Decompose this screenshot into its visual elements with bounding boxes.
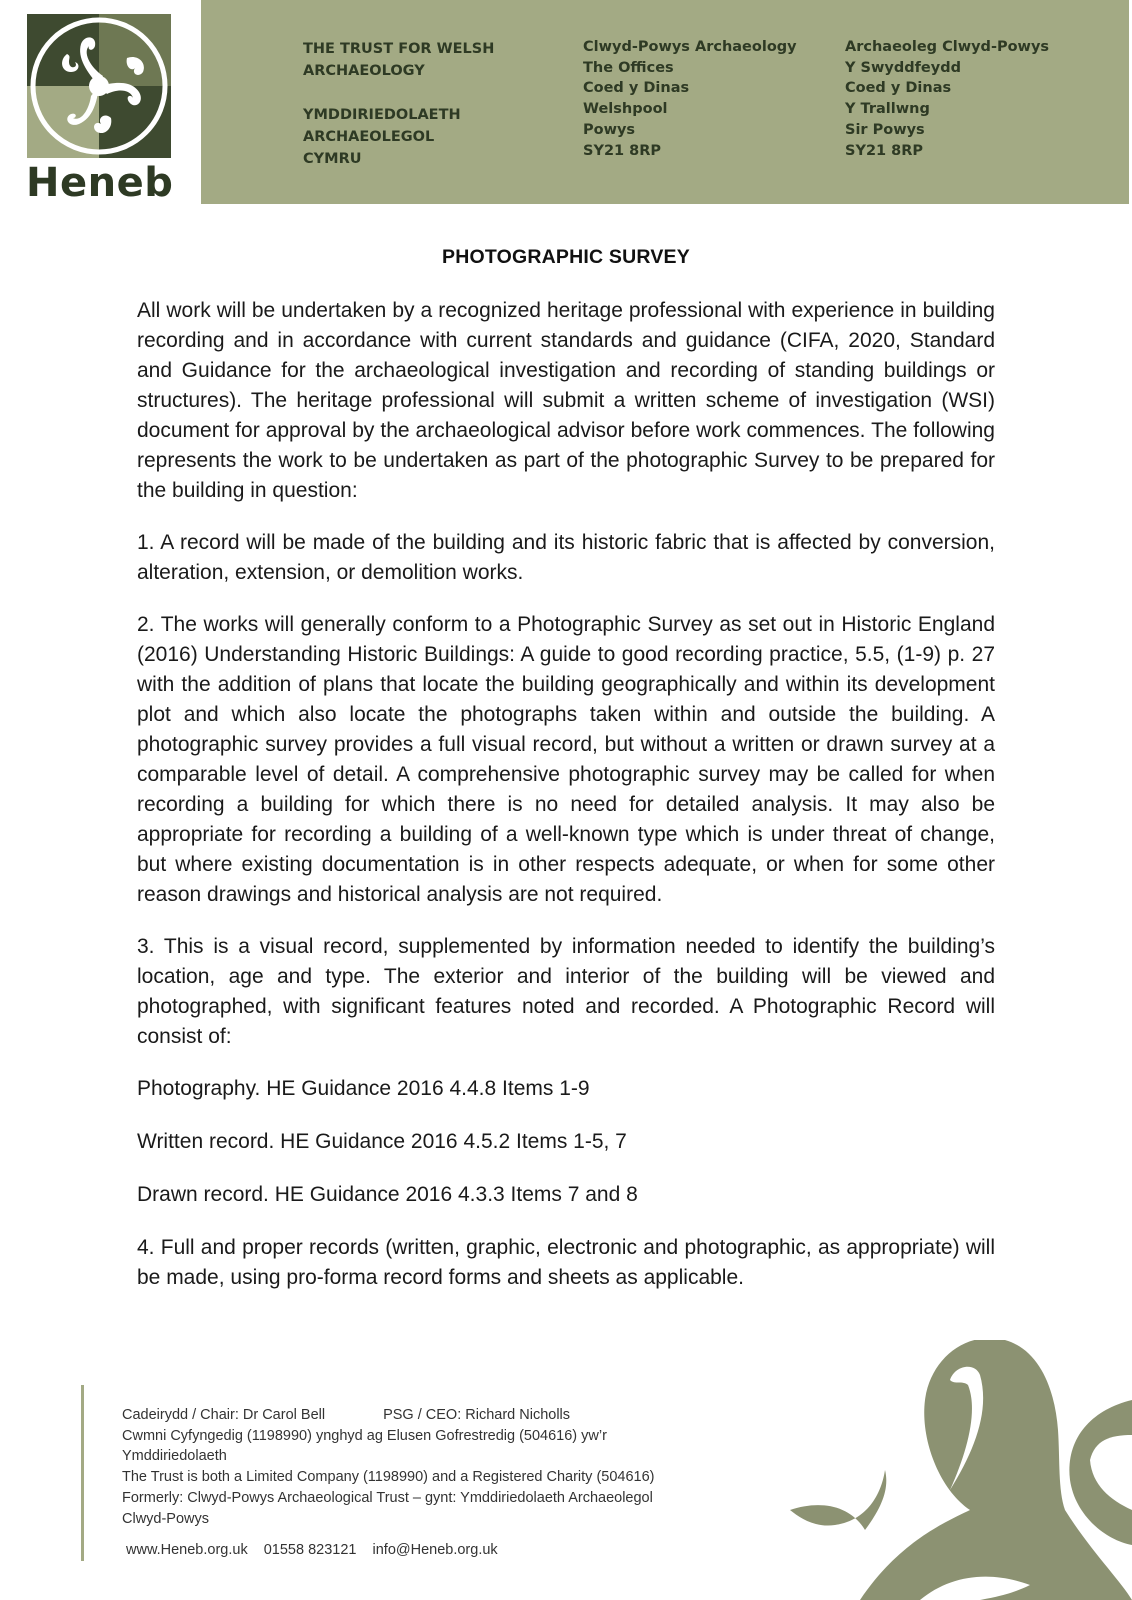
address-line: SY21 8RP: [583, 142, 662, 159]
org-name-welsh-line: ARCHAEOLEGOL: [303, 129, 435, 145]
address-line: Y Trallwng: [845, 101, 930, 118]
record-item-written: Written record. HE Guidance 2016 4.5.2 Items 1-5, 7: [137, 1130, 627, 1153]
website-link[interactable]: www.Heneb.org.uk: [126, 1542, 248, 1558]
address-line: The Offices: [583, 59, 674, 76]
letterhead-band: [201, 0, 1129, 204]
address-line: Sir Powys: [845, 121, 925, 138]
record-item-photography: Photography. HE Guidance 2016 4.4.8 Items 1-9: [137, 1077, 590, 1100]
org-name-english-line: THE TRUST FOR WELSH: [303, 41, 495, 57]
address-welsh: [845, 37, 1049, 161]
footer-ceo: PSG / CEO: Richard Nicholls: [383, 1407, 571, 1423]
address-english: [583, 37, 797, 161]
address-line: Y Swyddfeydd: [845, 59, 961, 76]
logo-wordmark: Heneb: [26, 160, 174, 206]
numbered-paragraph-2: 2. The works will generally conform to a Photographic Survey as set out in Historic England (2016) Understanding Historic Buildings: A guide to good recording practice, 5.5, (1-9) p. 27 with the addition of plans that locate the building geographically and within its development plot and which also locate the photographs taken within and outside the building. A photographic survey provides a full visual record, but without a written or drawn survey at a comparable level of detail. A comprehensive photographic survey may be called for when recording a building for which there is no need for detailed analysis. It may also be appropriate for recording a building of a well-known type which is under threat of change, but where existing documentation is in other respects adequate, or when for some other reason drawings and historical analysis are not required.: [137, 613, 995, 906]
address-line: Clwyd-Powys Archaeology: [583, 39, 797, 55]
footer-line: Clwyd-Powys: [122, 1510, 210, 1527]
numbered-paragraph-3: 3. This is a visual record, supplemented by information needed to identify the building’s location, age and type. The exterior and interior of the building will be viewed and photographed, with significant features noted and recorded. A Photographic Record will consist of:: [137, 935, 995, 1048]
footer-line: Ymddiriedolaeth: [122, 1448, 227, 1465]
numbered-paragraph-1: 1. A record will be made of the building and its historic fabric that is affected by conversion, alteration, extension, or demolition works.: [137, 531, 995, 584]
numbered-paragraph-4: 4. Full and proper records (written, graphic, electronic and photographic, as appropriate) will be made, using pro-forma record forms and sheets as applicable.: [137, 1236, 995, 1289]
document-title: PHOTOGRAPHIC SURVEY: [442, 246, 690, 268]
email-link[interactable]: info@Heneb.org.uk: [372, 1542, 498, 1558]
organisation-name: [303, 38, 494, 170]
org-name-english-line: ARCHAEOLOGY: [303, 63, 425, 79]
address-line: Coed y Dinas: [583, 80, 690, 97]
address-line: SY21 8RP: [845, 142, 924, 159]
heneb-logo: [26, 14, 172, 206]
org-name-welsh-line: YMDDIRIEDOLAETH: [303, 107, 461, 123]
footer-chair: Cadeirydd / Chair: Dr Carol Bell: [122, 1407, 326, 1423]
address-line: Coed y Dinas: [845, 80, 952, 97]
footer-line: Cwmni Cyfyngedig (1198990) ynghyd ag Elusen Gofrestredig (504616) yw’r: [122, 1427, 607, 1444]
intro-paragraph: All work will be undertaken by a recognized heritage professional with experience in building recording and in accordance with current standards and guidance (CIFA, 2020, Standard and Guidance for the archaeological investigation and recording of standing buildings or structures). The heritage professional will submit a written scheme of investigation (WSI) document for approval by the archaeological advisor before work commences. The following represents the work to be undertaken as part of the photographic Survey to be prepared for the building in question:: [137, 299, 995, 502]
record-item-drawn: Drawn record. HE Guidance 2016 4.3.3 Items 7 and 8: [137, 1183, 638, 1206]
footer-legal: [122, 1405, 742, 1529]
footer-officers: [122, 1405, 742, 1426]
address-line: Welshpool: [583, 101, 668, 118]
footer-contact: [126, 1542, 510, 1558]
document-body: [137, 296, 995, 1315]
address-line: Archaeoleg Clwyd-Powys: [845, 39, 1050, 55]
address-line: Powys: [583, 121, 636, 138]
footer-line: Formerly: Clwyd-Powys Archaeological Trust – gynt: Ymddiriedolaeth Archaeolegol: [122, 1489, 653, 1506]
triskele-corner-icon: [790, 1340, 1132, 1600]
triskele-logo-icon: [27, 14, 171, 158]
phone-number: 01558 823121: [263, 1542, 357, 1558]
footer-rule: [81, 1385, 84, 1561]
org-name-welsh-line: CYMRU: [303, 151, 362, 167]
footer-line: The Trust is both a Limited Company (1198990) and a Registered Charity (504616): [122, 1469, 655, 1486]
